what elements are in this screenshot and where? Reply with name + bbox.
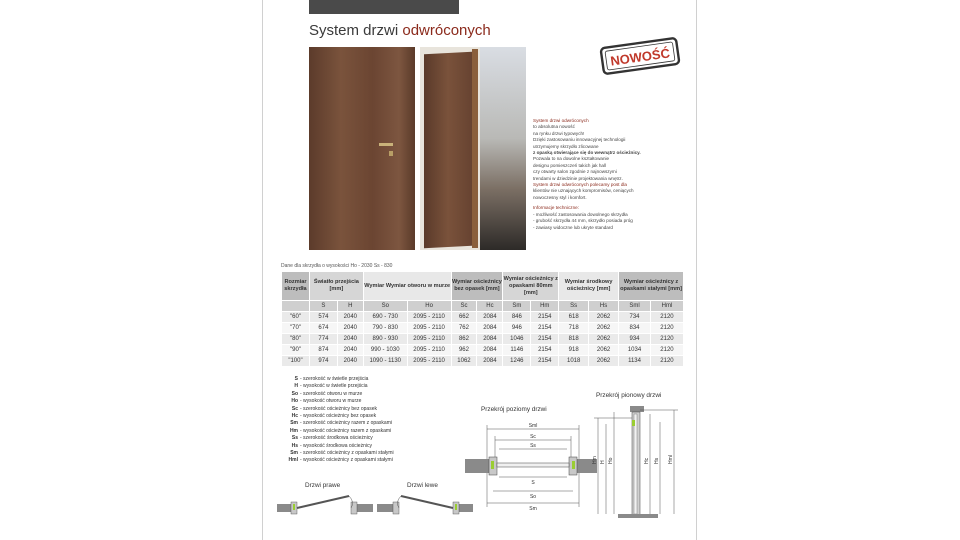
subheader-cell: Sml (619, 301, 651, 312)
legend-key: Hc (291, 413, 298, 420)
table-cell: 974 (309, 356, 337, 367)
table-cell: 890 - 930 (363, 334, 407, 345)
legend-value: - szerokość środkowa ościeżnicy (300, 435, 373, 442)
legend-key: S (294, 376, 298, 382)
seal-right (572, 461, 575, 469)
table-cell: 774 (309, 334, 337, 345)
door-photo-open (420, 47, 526, 250)
legend-value: - wysokość ościeżnicy razem z opaskami (300, 427, 392, 434)
legend-item (281, 398, 394, 405)
legend-item (281, 376, 394, 383)
subheader-cell: Hs (589, 301, 619, 312)
door-lock-icon (389, 151, 393, 156)
table-cell: 2154 (531, 323, 559, 334)
door-leaf (424, 52, 472, 249)
dim-sml: Sml (528, 423, 538, 429)
table-header-row (282, 272, 684, 301)
legend-value: - szerokość otworu w murze (300, 390, 363, 397)
description-line: nowoczesny styl i komfort. (533, 194, 587, 200)
subheader-cell: Hc (477, 301, 503, 312)
legend-value: - wysokość otworu w murze (300, 398, 362, 405)
description-line: trendami w dziedzinie projektowania wnętrz. (533, 175, 623, 181)
horizontal-section-diagram (463, 415, 598, 515)
dim-s: S (531, 480, 535, 486)
table-cell: 718 (559, 323, 589, 334)
legend-key: Ho (291, 398, 298, 405)
header-clear-opening: Światło przejścia [mm] (309, 272, 363, 301)
legend-item (281, 435, 394, 442)
title-main: System drzwi (309, 22, 403, 39)
dim-hs: Hs (654, 457, 660, 464)
header-wall-opening: Wymiar Wymiar otworu w murze (363, 272, 451, 301)
header-frame-trim-80: Wymiar ościeżnicy z opaskami 80mm [mm] (503, 272, 559, 301)
door-handle-icon (379, 143, 393, 146)
subheader-cell: Sc (451, 301, 477, 312)
dim-hc: Hc (644, 457, 650, 464)
table-body (282, 312, 684, 367)
legend-key: Sc (291, 405, 298, 412)
subheader-cell: Ho (407, 301, 451, 312)
legend-value: - wysokość ościeżnicy z opaskami stałymi (300, 457, 393, 464)
table-cell: 1090 - 1130 (363, 356, 407, 367)
legend-item (281, 450, 394, 457)
table-cell: 2040 (337, 334, 363, 345)
table-cell: 834 (619, 323, 651, 334)
table-row (282, 312, 684, 323)
table-cell: 2084 (477, 356, 503, 367)
table-cell: 2040 (337, 323, 363, 334)
dim-ho: Ho (608, 457, 614, 464)
vertical-section-title: Przekrój pionowy drzwi (596, 392, 662, 399)
legend-item (281, 457, 394, 464)
table-cell: 1146 (503, 345, 531, 356)
dim-sc: Sc (530, 434, 536, 440)
door-photo-closed (309, 47, 415, 250)
description-line: to absolutna nowość (533, 124, 575, 130)
table-note: Dane dla skrzydła o wysokości Ho - 2030 Ss - 830 (281, 263, 393, 269)
legend-key: Hs (291, 442, 298, 449)
table-row (282, 323, 684, 334)
table-cell: 2154 (531, 356, 559, 367)
header-frame-fixed-trim: Wymiar ościeżnicy z opaskami stałymi [mm] (619, 272, 684, 301)
table-cell: 2120 (650, 356, 683, 367)
table-cell: 762 (451, 323, 477, 334)
door-right-label: Drzwi prawe (305, 482, 341, 489)
door-frame (472, 49, 478, 248)
table-cell: 690 - 730 (363, 312, 407, 323)
table-cell: 790 - 830 (363, 323, 407, 334)
legend-key: Ss (291, 435, 298, 442)
table-row (282, 345, 684, 356)
table-cell: 2095 - 2110 (407, 345, 451, 356)
subheader-cell: Hml (650, 301, 683, 312)
description-line: - grubość skrzydła 44 mm, skrzydło posiada próg (533, 218, 633, 224)
description-line: z opaską otwierające się do wewnątrz ościeżnicy. (533, 150, 641, 156)
table-cell: "60" (282, 312, 310, 323)
description-line: Informacje techniczne: (533, 205, 579, 211)
table-cell: 2040 (337, 312, 363, 323)
table-cell: 2154 (531, 334, 559, 345)
subheader-cell: Ss (559, 301, 589, 312)
table-cell: "90" (282, 345, 310, 356)
table-cell: 2084 (477, 334, 503, 345)
legend-key: Hml (288, 457, 298, 464)
table-cell: 962 (451, 345, 477, 356)
dimension-table (281, 271, 684, 367)
description-line: Dzięki zastosowaniu innowacyjnej technologii (533, 137, 626, 143)
lintel (630, 406, 644, 412)
table-cell: 818 (559, 334, 589, 345)
table-cell: 1018 (559, 356, 589, 367)
legend-value: - szerokość ościeżnicy z opaskami stałymi (300, 450, 394, 457)
table-cell: 662 (451, 312, 477, 323)
table-cell: 2120 (650, 334, 683, 345)
legend-item (281, 383, 394, 390)
table-cell: 2120 (650, 312, 683, 323)
table-cell: 618 (559, 312, 589, 323)
legend-item (281, 406, 394, 413)
door-leaf-section (497, 463, 569, 467)
table-cell: 934 (619, 334, 651, 345)
dim-sm: Sm (529, 506, 537, 512)
title-accent: odwróconych (402, 22, 491, 39)
subheader-cell: H (337, 301, 363, 312)
legend-key: Sm (290, 450, 298, 457)
catalog-page (262, 0, 697, 540)
description-line: klientów nie uznających kompromisów, ceniących (533, 188, 634, 194)
table-cell: 2084 (477, 345, 503, 356)
subheader-cell: So (363, 301, 407, 312)
legend-key: So (291, 390, 298, 397)
table-cell: "80" (282, 334, 310, 345)
table-cell: 946 (503, 323, 531, 334)
table-cell: 2062 (589, 356, 619, 367)
table-cell: 2095 - 2110 (407, 323, 451, 334)
description-line: System drzwi odwróconych polecamy post dla (533, 182, 627, 188)
leaf-vertical (634, 414, 637, 514)
legend-value: - szerokość ościeżnicy razem z opaskami (300, 420, 392, 427)
legend (281, 376, 394, 465)
legend-value: - szerokość w świetle przejścia (300, 376, 369, 382)
legend-item (281, 420, 394, 427)
description-line: czy otwarty salon zgodnie z najnowszymi (533, 169, 617, 175)
header-frame-middle: Wymiar środkowy ościeżnicy [mm] (559, 272, 619, 301)
dim-so: So (529, 494, 537, 500)
nowosc-badge (599, 34, 681, 78)
table-cell: 2040 (337, 356, 363, 367)
table-row (282, 356, 684, 367)
legend-key: Sm (290, 420, 298, 427)
table-cell: 874 (309, 345, 337, 356)
table-cell: 1134 (619, 356, 651, 367)
table-cell: 2154 (531, 312, 559, 323)
legend-item (281, 391, 394, 398)
dim-hm: Hm (592, 456, 598, 464)
table-cell: 2084 (477, 323, 503, 334)
table-cell: 674 (309, 323, 337, 334)
subheader-blank (282, 301, 310, 312)
header-bar (309, 0, 459, 14)
table-cell: 2062 (589, 323, 619, 334)
description-line: na rynku drzwi typowych! (533, 130, 585, 136)
legend-value: - wysokość ościeżnicy bez opasek (300, 413, 377, 420)
legend-value: - wysokość środkowa ościeżnicy (300, 442, 372, 449)
description-line: designu pomieszczeń takich jak hall (533, 162, 607, 168)
legend-item (281, 428, 394, 435)
table-cell: 734 (619, 312, 651, 323)
seal-top (632, 420, 635, 426)
legend-key: H (294, 383, 298, 390)
table-cell: 2095 - 2110 (407, 334, 451, 345)
badge-text: NOWOŚĆ (609, 45, 671, 69)
table-cell: 918 (559, 345, 589, 356)
table-cell: 574 (309, 312, 337, 323)
table-cell: 1246 (503, 356, 531, 367)
table-cell: 2062 (589, 345, 619, 356)
table-cell: 2062 (589, 334, 619, 345)
table-cell: 2095 - 2110 (407, 356, 451, 367)
floor (618, 514, 658, 518)
legend-value: - szerokość ościeżnicy bez opasek (300, 405, 377, 412)
room-background (480, 47, 526, 250)
table-cell: 2084 (477, 312, 503, 323)
description-line: - możliwość zastosowania dowolnego skrzydła (533, 211, 628, 217)
door-left-label: Drzwi lewe (407, 482, 438, 489)
dim-ss: Ss (530, 443, 536, 449)
description-line: System drzwi odwróconych (533, 118, 589, 123)
legend-item (281, 443, 394, 450)
legend-item (281, 413, 394, 420)
table-cell: 2095 - 2110 (407, 312, 451, 323)
table-cell: 846 (503, 312, 531, 323)
table-cell: 1062 (451, 356, 477, 367)
page-title (309, 22, 491, 39)
vertical-section-diagram (588, 402, 688, 520)
table-cell: 2040 (337, 345, 363, 356)
legend-value: - wysokość w świetle przejścia (300, 383, 368, 390)
table-cell: 2120 (650, 323, 683, 334)
door-right-icon (277, 490, 373, 518)
table-cell: "100" (282, 356, 310, 367)
door-left-icon (377, 490, 473, 518)
subheader-cell: S (309, 301, 337, 312)
description-line: - zawiasy widoczne lub ukryte standard (533, 224, 613, 230)
table-cell: 2154 (531, 345, 559, 356)
subheader-cell: Sm (503, 301, 531, 312)
table-cell: 862 (451, 334, 477, 345)
table-cell: 990 - 1030 (363, 345, 407, 356)
description-line: Pozwala to na dowolne kształtowanie (533, 156, 610, 162)
table-cell: 2120 (650, 345, 683, 356)
legend-key: Hm (289, 427, 298, 434)
subheader-cell: Hm (531, 301, 559, 312)
wall-left (465, 459, 491, 473)
header-frame-no-trim: Wymiar ościeżnicy bez opasek [mm] (451, 272, 503, 301)
header-size: Rozmiar skrzydła (282, 272, 310, 301)
dim-h: H (600, 460, 606, 464)
table-cell: 1034 (619, 345, 651, 356)
table-cell: 2062 (589, 312, 619, 323)
table-cell: 1046 (503, 334, 531, 345)
table-cell: "70" (282, 323, 310, 334)
dim-hml: Hml (668, 455, 674, 464)
table-subheader-row (282, 301, 684, 312)
description-line: utrzymujemy skrzydło zlicowane (533, 143, 599, 149)
seal-left (491, 461, 494, 469)
table-row (282, 334, 684, 345)
horizontal-section-title: Przekrój poziomy drzwi (481, 406, 547, 413)
description-text (533, 118, 683, 231)
